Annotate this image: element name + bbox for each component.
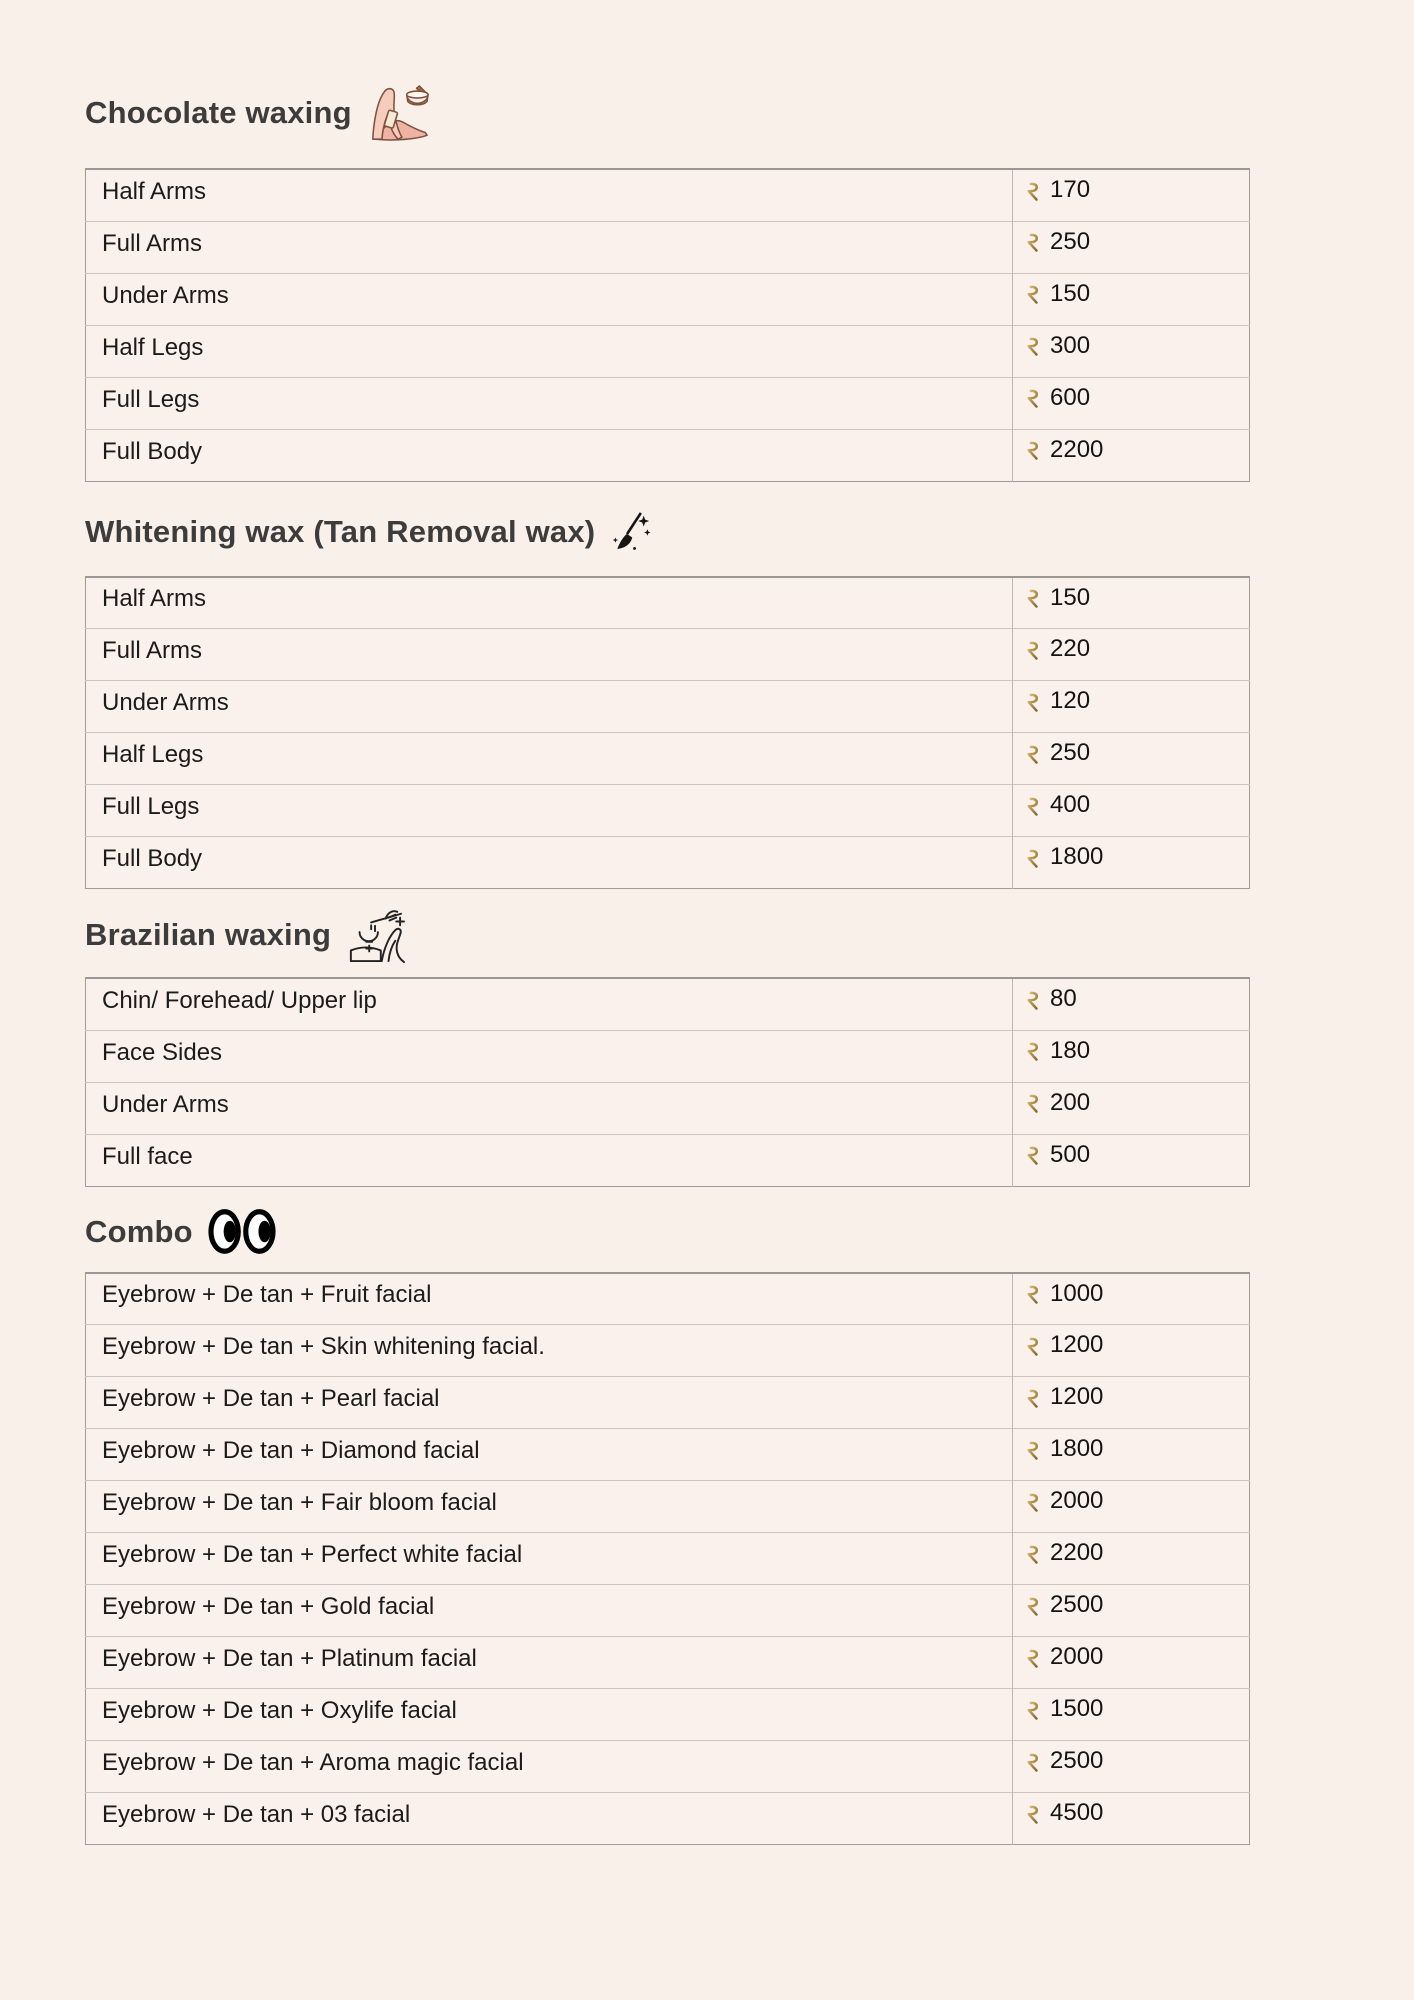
price-amount: 250 <box>1050 227 1091 255</box>
service-name: Under Arms <box>86 273 1013 325</box>
table-row <box>86 733 1250 785</box>
price-table <box>85 168 1250 482</box>
service-price <box>1013 1377 1250 1429</box>
service-price <box>1013 837 1250 889</box>
section-title <box>85 907 1257 963</box>
service-name: Full Arms <box>86 221 1013 273</box>
price-amount: 2500 <box>1050 1747 1104 1775</box>
service-price <box>1013 785 1250 837</box>
price-table <box>85 1272 1250 1846</box>
price-amount: 120 <box>1050 687 1091 715</box>
service-price <box>1013 978 1250 1030</box>
service-price <box>1013 1082 1250 1134</box>
price-amount: 2000 <box>1050 1643 1104 1671</box>
rupee-icon <box>1025 1041 1042 1062</box>
leg-waxing-icon <box>366 82 430 144</box>
rupee-icon <box>1025 336 1042 357</box>
table-row <box>86 1325 1250 1377</box>
table-row <box>86 1030 1250 1082</box>
service-name: Face Sides <box>86 1030 1013 1082</box>
service-name: Eyebrow + De tan + 03 facial <box>86 1793 1013 1845</box>
service-price <box>1013 1637 1250 1689</box>
price-amount: 2200 <box>1050 1539 1104 1567</box>
table-row <box>86 577 1250 629</box>
service-name: Full Legs <box>86 785 1013 837</box>
service-name: Half Arms <box>102 585 207 613</box>
broom-sparkle-icon <box>609 510 651 554</box>
service-name: Full face <box>86 1134 1013 1186</box>
service-name: Chin/ Forehead/ Upper lip <box>102 986 377 1014</box>
table-row <box>86 1585 1250 1637</box>
price-amount: 250 <box>1050 739 1091 767</box>
price-amount: 150 <box>1050 279 1091 307</box>
section-title-text: Combo <box>85 1213 193 1249</box>
price-amount: 2000 <box>1050 1487 1104 1515</box>
section-chocolate-waxing <box>85 80 1257 482</box>
table-row <box>86 629 1250 681</box>
service-name: Eyebrow + De tan + Skin whitening facial. <box>86 1325 1013 1377</box>
service-name: Eyebrow + De tan + Platinum facial <box>86 1637 1013 1689</box>
section-title-text: Chocolate waxing <box>85 95 352 130</box>
rupee-icon <box>1025 1544 1042 1565</box>
rupee-icon <box>1025 1752 1042 1773</box>
price-amount: 2200 <box>1050 435 1104 463</box>
rupee-icon <box>1025 692 1042 713</box>
price-amount: 200 <box>1050 1088 1091 1116</box>
rupee-icon <box>1025 1284 1042 1305</box>
service-price <box>1013 1481 1250 1533</box>
service-name: Full Body <box>86 837 1013 889</box>
service-price <box>1013 1741 1250 1793</box>
service-name: Full Body <box>86 429 1013 481</box>
service-price <box>1013 1793 1250 1845</box>
price-amount: 300 <box>1050 331 1091 359</box>
rupee-icon <box>1025 1145 1042 1166</box>
service-price <box>1013 1134 1250 1186</box>
table-row <box>86 1429 1250 1481</box>
rupee-icon <box>1025 1596 1042 1617</box>
rupee-icon <box>1025 1388 1042 1409</box>
price-amount: 180 <box>1050 1036 1091 1064</box>
table-row <box>86 377 1250 429</box>
service-price <box>1013 1533 1250 1585</box>
section-combo <box>85 1207 1257 1846</box>
rupee-icon <box>1025 990 1042 1011</box>
section-brazilian-waxing <box>85 907 1257 1187</box>
service-name: Eyebrow + De tan + Pearl facial <box>86 1377 1013 1429</box>
wax-pour-legs-icon <box>345 907 405 963</box>
service-price <box>1013 629 1250 681</box>
rupee-icon <box>1025 388 1042 409</box>
rupee-icon <box>1025 796 1042 817</box>
table-row <box>86 1689 1250 1741</box>
rupee-icon <box>1025 588 1042 609</box>
service-name: Full Legs <box>86 377 1013 429</box>
price-table <box>85 977 1250 1187</box>
price-amount: 80 <box>1050 985 1077 1012</box>
rupee-icon <box>1025 1336 1042 1357</box>
price-amount: 1200 <box>1050 1331 1104 1359</box>
service-name: Eyebrow + De tan + Gold facial <box>86 1585 1013 1637</box>
price-amount: 1500 <box>1050 1695 1104 1723</box>
service-price <box>1013 1325 1250 1377</box>
table-row <box>86 837 1250 889</box>
price-amount: 220 <box>1050 635 1091 663</box>
table-row <box>86 1273 1250 1325</box>
table-row <box>86 1481 1250 1533</box>
service-name: Under Arms <box>86 681 1013 733</box>
rupee-icon <box>1025 181 1042 202</box>
rupee-icon <box>1025 1492 1042 1513</box>
service-price <box>1013 1429 1250 1481</box>
table-row <box>86 681 1250 733</box>
price-amount: 500 <box>1050 1140 1091 1168</box>
section-title <box>85 1207 1257 1257</box>
service-price <box>1013 681 1250 733</box>
service-name: Eyebrow + De tan + Fruit facial <box>102 1281 432 1309</box>
table-row <box>86 1637 1250 1689</box>
table-row <box>86 221 1250 273</box>
service-name: Under Arms <box>86 1082 1013 1134</box>
service-name: Full Arms <box>86 629 1013 681</box>
service-name: Eyebrow + De tan + Diamond facial <box>86 1429 1013 1481</box>
price-table <box>85 576 1250 890</box>
price-amount: 1800 <box>1050 1435 1104 1463</box>
section-title <box>85 508 1257 556</box>
service-price <box>1013 325 1250 377</box>
rupee-icon <box>1025 1700 1042 1721</box>
table-row <box>86 1377 1250 1429</box>
service-price <box>1013 169 1250 221</box>
rupee-icon <box>1025 232 1042 253</box>
service-price <box>1013 1689 1250 1741</box>
service-price <box>1013 577 1250 629</box>
price-list <box>85 80 1257 1845</box>
service-price <box>1013 273 1250 325</box>
table-row <box>86 429 1250 481</box>
table-row <box>86 1741 1250 1793</box>
eyes-icon <box>207 1208 277 1255</box>
service-name: Eyebrow + De tan + Perfect white facial <box>86 1533 1013 1585</box>
service-price <box>1013 1585 1250 1637</box>
service-price <box>1013 429 1250 481</box>
table-row <box>86 785 1250 837</box>
price-amount: 2500 <box>1050 1591 1104 1619</box>
section-title <box>85 80 1257 146</box>
service-price <box>1013 1030 1250 1082</box>
service-price <box>1013 377 1250 429</box>
rupee-icon <box>1025 640 1042 661</box>
service-price <box>1013 221 1250 273</box>
service-price <box>1013 733 1250 785</box>
service-name: Eyebrow + De tan + Fair bloom facial <box>86 1481 1013 1533</box>
section-title-text: Whitening wax (Tan Removal wax) <box>85 513 596 549</box>
price-amount: 600 <box>1050 383 1091 411</box>
table-row <box>86 978 1250 1030</box>
rupee-icon <box>1025 1093 1042 1114</box>
table-row <box>86 1793 1250 1845</box>
section-whitening-wax <box>85 508 1257 890</box>
rupee-icon <box>1025 440 1042 461</box>
price-amount: 1000 <box>1050 1279 1104 1307</box>
table-row <box>86 1082 1250 1134</box>
table-row <box>86 169 1250 221</box>
table-row <box>86 273 1250 325</box>
table-row <box>86 1134 1250 1186</box>
section-title-text: Brazilian waxing <box>85 917 332 952</box>
rupee-icon <box>1025 1648 1042 1669</box>
price-amount: 400 <box>1050 791 1091 819</box>
service-price <box>1013 1273 1250 1325</box>
price-amount: 170 <box>1050 176 1091 203</box>
rupee-icon <box>1025 744 1042 765</box>
service-name: Half Legs <box>86 733 1013 785</box>
price-amount: 150 <box>1050 583 1091 611</box>
rupee-icon <box>1025 848 1042 869</box>
table-row <box>86 1533 1250 1585</box>
price-amount: 1200 <box>1050 1383 1104 1411</box>
service-name: Half Legs <box>86 325 1013 377</box>
rupee-icon <box>1025 284 1042 305</box>
table-row <box>86 325 1250 377</box>
rupee-icon <box>1025 1804 1042 1825</box>
service-name: Eyebrow + De tan + Oxylife facial <box>86 1689 1013 1741</box>
service-name: Eyebrow + De tan + Aroma magic facial <box>86 1741 1013 1793</box>
price-amount: 1800 <box>1050 843 1104 871</box>
rupee-icon <box>1025 1440 1042 1461</box>
service-name: Half Arms <box>102 177 207 205</box>
price-amount: 4500 <box>1050 1799 1104 1827</box>
